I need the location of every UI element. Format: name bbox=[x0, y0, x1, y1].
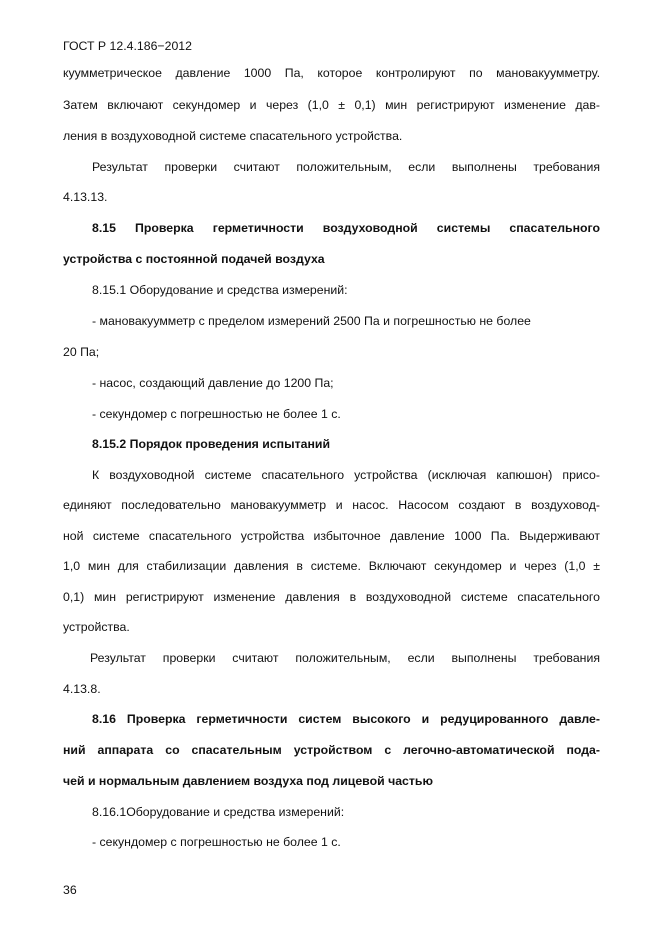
result-paragraph: Результат проверки считают положительным, если выполнены требования bbox=[90, 651, 600, 665]
document-code: ГОСТ Р 12.4.186−2012 bbox=[63, 39, 192, 53]
text-line: ной системе спасательного устройства избыточное давление 1000 Па. Выдерживают bbox=[63, 529, 600, 543]
text-line: куумметрическое давление 1000 Па, которое контролируют по мановакуумметру. bbox=[63, 66, 600, 80]
subsection-8-15-1: 8.15.1 Оборудование и средства измерений: bbox=[92, 283, 348, 297]
subsection-8-16-1: 8.16.1Оборудование и средства измерений: bbox=[92, 805, 345, 819]
procedure-paragraph: К воздуховодной системе спасательного устройства (исключая капюшон) присо- bbox=[92, 468, 600, 482]
section-heading-8-16-cont: ний аппарата со спасательным устройством с легочно-автоматической пода- bbox=[63, 743, 600, 757]
list-item: - мановакуумметр с пределом измерений 2500 Па и погрешностью не более bbox=[92, 314, 531, 328]
text-line: 0,1) мин регистрируют изменение давления в воздуховодной системе спасательного bbox=[63, 590, 600, 604]
text-line: ления в воздуховодной системе спасательного устройства. bbox=[63, 129, 403, 143]
subsection-heading-8-15-2: 8.15.2 Порядок проведения испытаний bbox=[92, 437, 331, 451]
page-number: 36 bbox=[63, 883, 77, 897]
section-heading-8-16: 8.16 Проверка герметичности систем высокого и редуцированного давле- bbox=[92, 712, 600, 726]
list-item: - насос, создающий давление до 1200 Па; bbox=[92, 376, 334, 390]
text-line: 4.13.13. bbox=[63, 190, 108, 204]
text-line: Затем включают секундомер и через (1,0 ± 0,1) мин регистрируют изменение дав- bbox=[63, 98, 600, 112]
result-paragraph: Результат проверки считают положительным, если выполнены требования bbox=[92, 160, 600, 174]
section-heading-8-15-cont: устройства с постоянной подачей воздуха bbox=[63, 252, 325, 266]
section-heading-8-15: 8.15 Проверка герметичности воздуховодной системы спасательного bbox=[92, 221, 600, 235]
section-heading-8-16-cont: чей и нормальным давлением воздуха под лицевой частью bbox=[63, 774, 433, 788]
list-item: - секундомер с погрешностью не более 1 с. bbox=[92, 835, 341, 849]
text-line: 4.13.8. bbox=[63, 682, 101, 696]
list-item: - секундомер с погрешностью не более 1 с. bbox=[92, 407, 341, 421]
text-line: устройства. bbox=[63, 620, 130, 634]
text-line: 1,0 мин для стабилизации давления в системе. Включают секундомер и через (1,0 ± bbox=[63, 559, 600, 573]
text-line: единяют последовательно мановакуумметр и насос. Насосом создают в воздуховод- bbox=[63, 498, 600, 512]
list-item-cont: 20 Па; bbox=[63, 345, 100, 359]
